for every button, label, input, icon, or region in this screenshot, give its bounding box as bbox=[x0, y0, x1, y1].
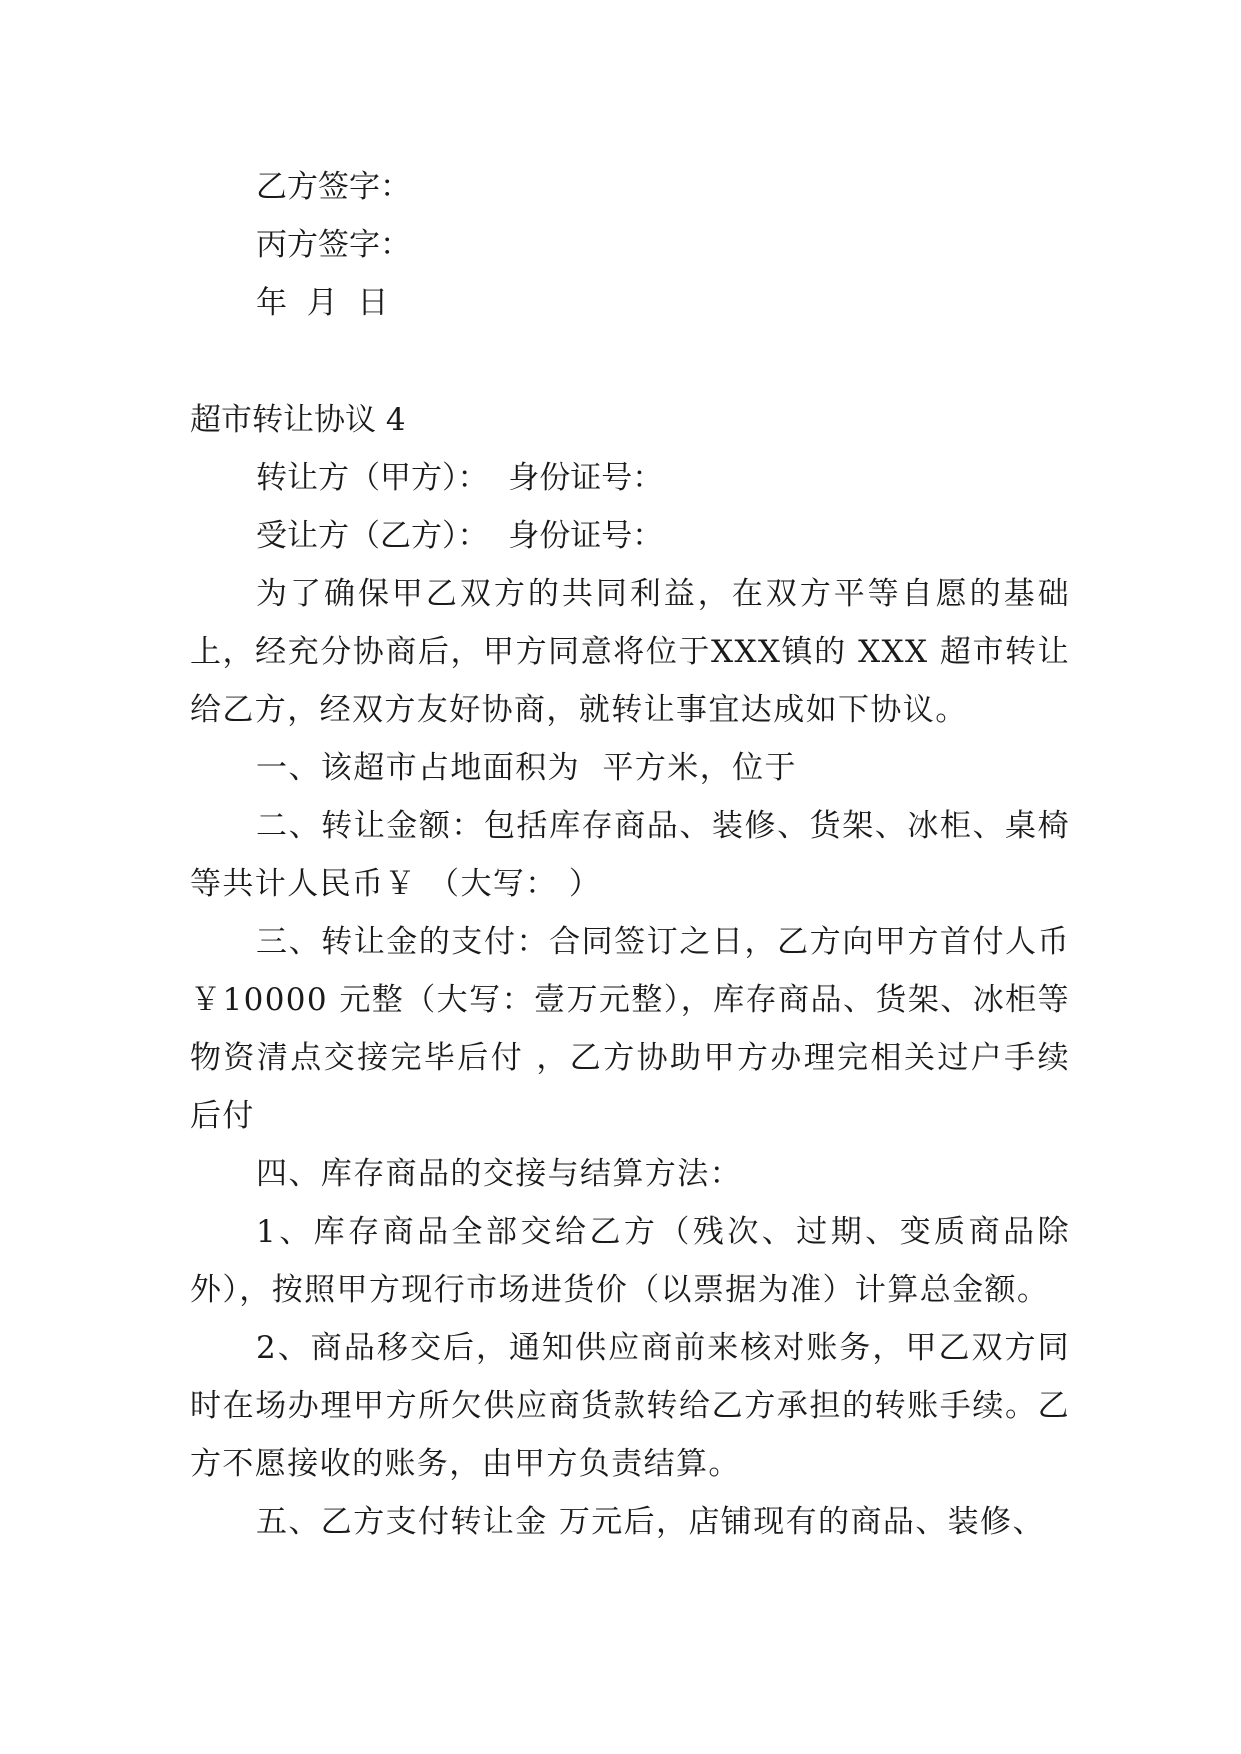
party-b-signature-line: 乙方签字： bbox=[256, 169, 411, 205]
transferee-line: 受让方（乙方）： 身份证号： bbox=[256, 518, 664, 554]
agreement-body bbox=[190, 449, 1070, 1551]
transferor-line: 转让方（甲方）： 身份证号： bbox=[256, 460, 664, 496]
signature-block bbox=[190, 158, 1070, 332]
clause-4-item-1: 1、库存商品全部交给乙方（残次、过期、变质商品除外），按照甲方现行市场进货价（以票据为准）计算总金额。 bbox=[190, 1214, 1070, 1308]
clause-1-area: 一、该超市占地面积为 平方米，位于 bbox=[256, 750, 797, 786]
clause-4-heading: 四、库存商品的交接与结算方法： bbox=[256, 1156, 742, 1192]
intro-paragraph: 为了确保甲乙双方的共同利益，在双方平等自愿的基础上，经充分协商后，甲方同意将位于XXX镇的 XXX 超市转让给乙方，经双方友好协商，就转让事宜达成如下协议。 bbox=[190, 576, 1070, 728]
agreement-title: 超市转让协议 4 bbox=[190, 402, 406, 438]
clause-4-item-2: 2、商品移交后，通知供应商前来核对账务，甲乙双方同时在场办理甲方所欠供应商货款转给乙方承担的转账手续。乙方不愿接收的账务，由甲方负责结算。 bbox=[190, 1330, 1070, 1482]
clause-5: 五、乙方支付转让金 万元后，店铺现有的商品、装修、 bbox=[256, 1504, 1045, 1540]
clause-2-amount: 二、转让金额：包括库存商品、装修、货架、冰柜、桌椅等共计人民币￥ （大写： ） bbox=[190, 808, 1070, 902]
clause-3-payment: 三、转让金的支付：合同签订之日，乙方向甲方首付人币￥10000 元整（大写：壹万元整），库存商品、货架、冰柜等物资清点交接完毕后付 ，乙方协助甲方办理完相关过户手续后付 bbox=[190, 924, 1070, 1134]
party-c-signature-line: 丙方签字： bbox=[256, 227, 411, 263]
date-line: 年 月 日 bbox=[256, 285, 389, 321]
